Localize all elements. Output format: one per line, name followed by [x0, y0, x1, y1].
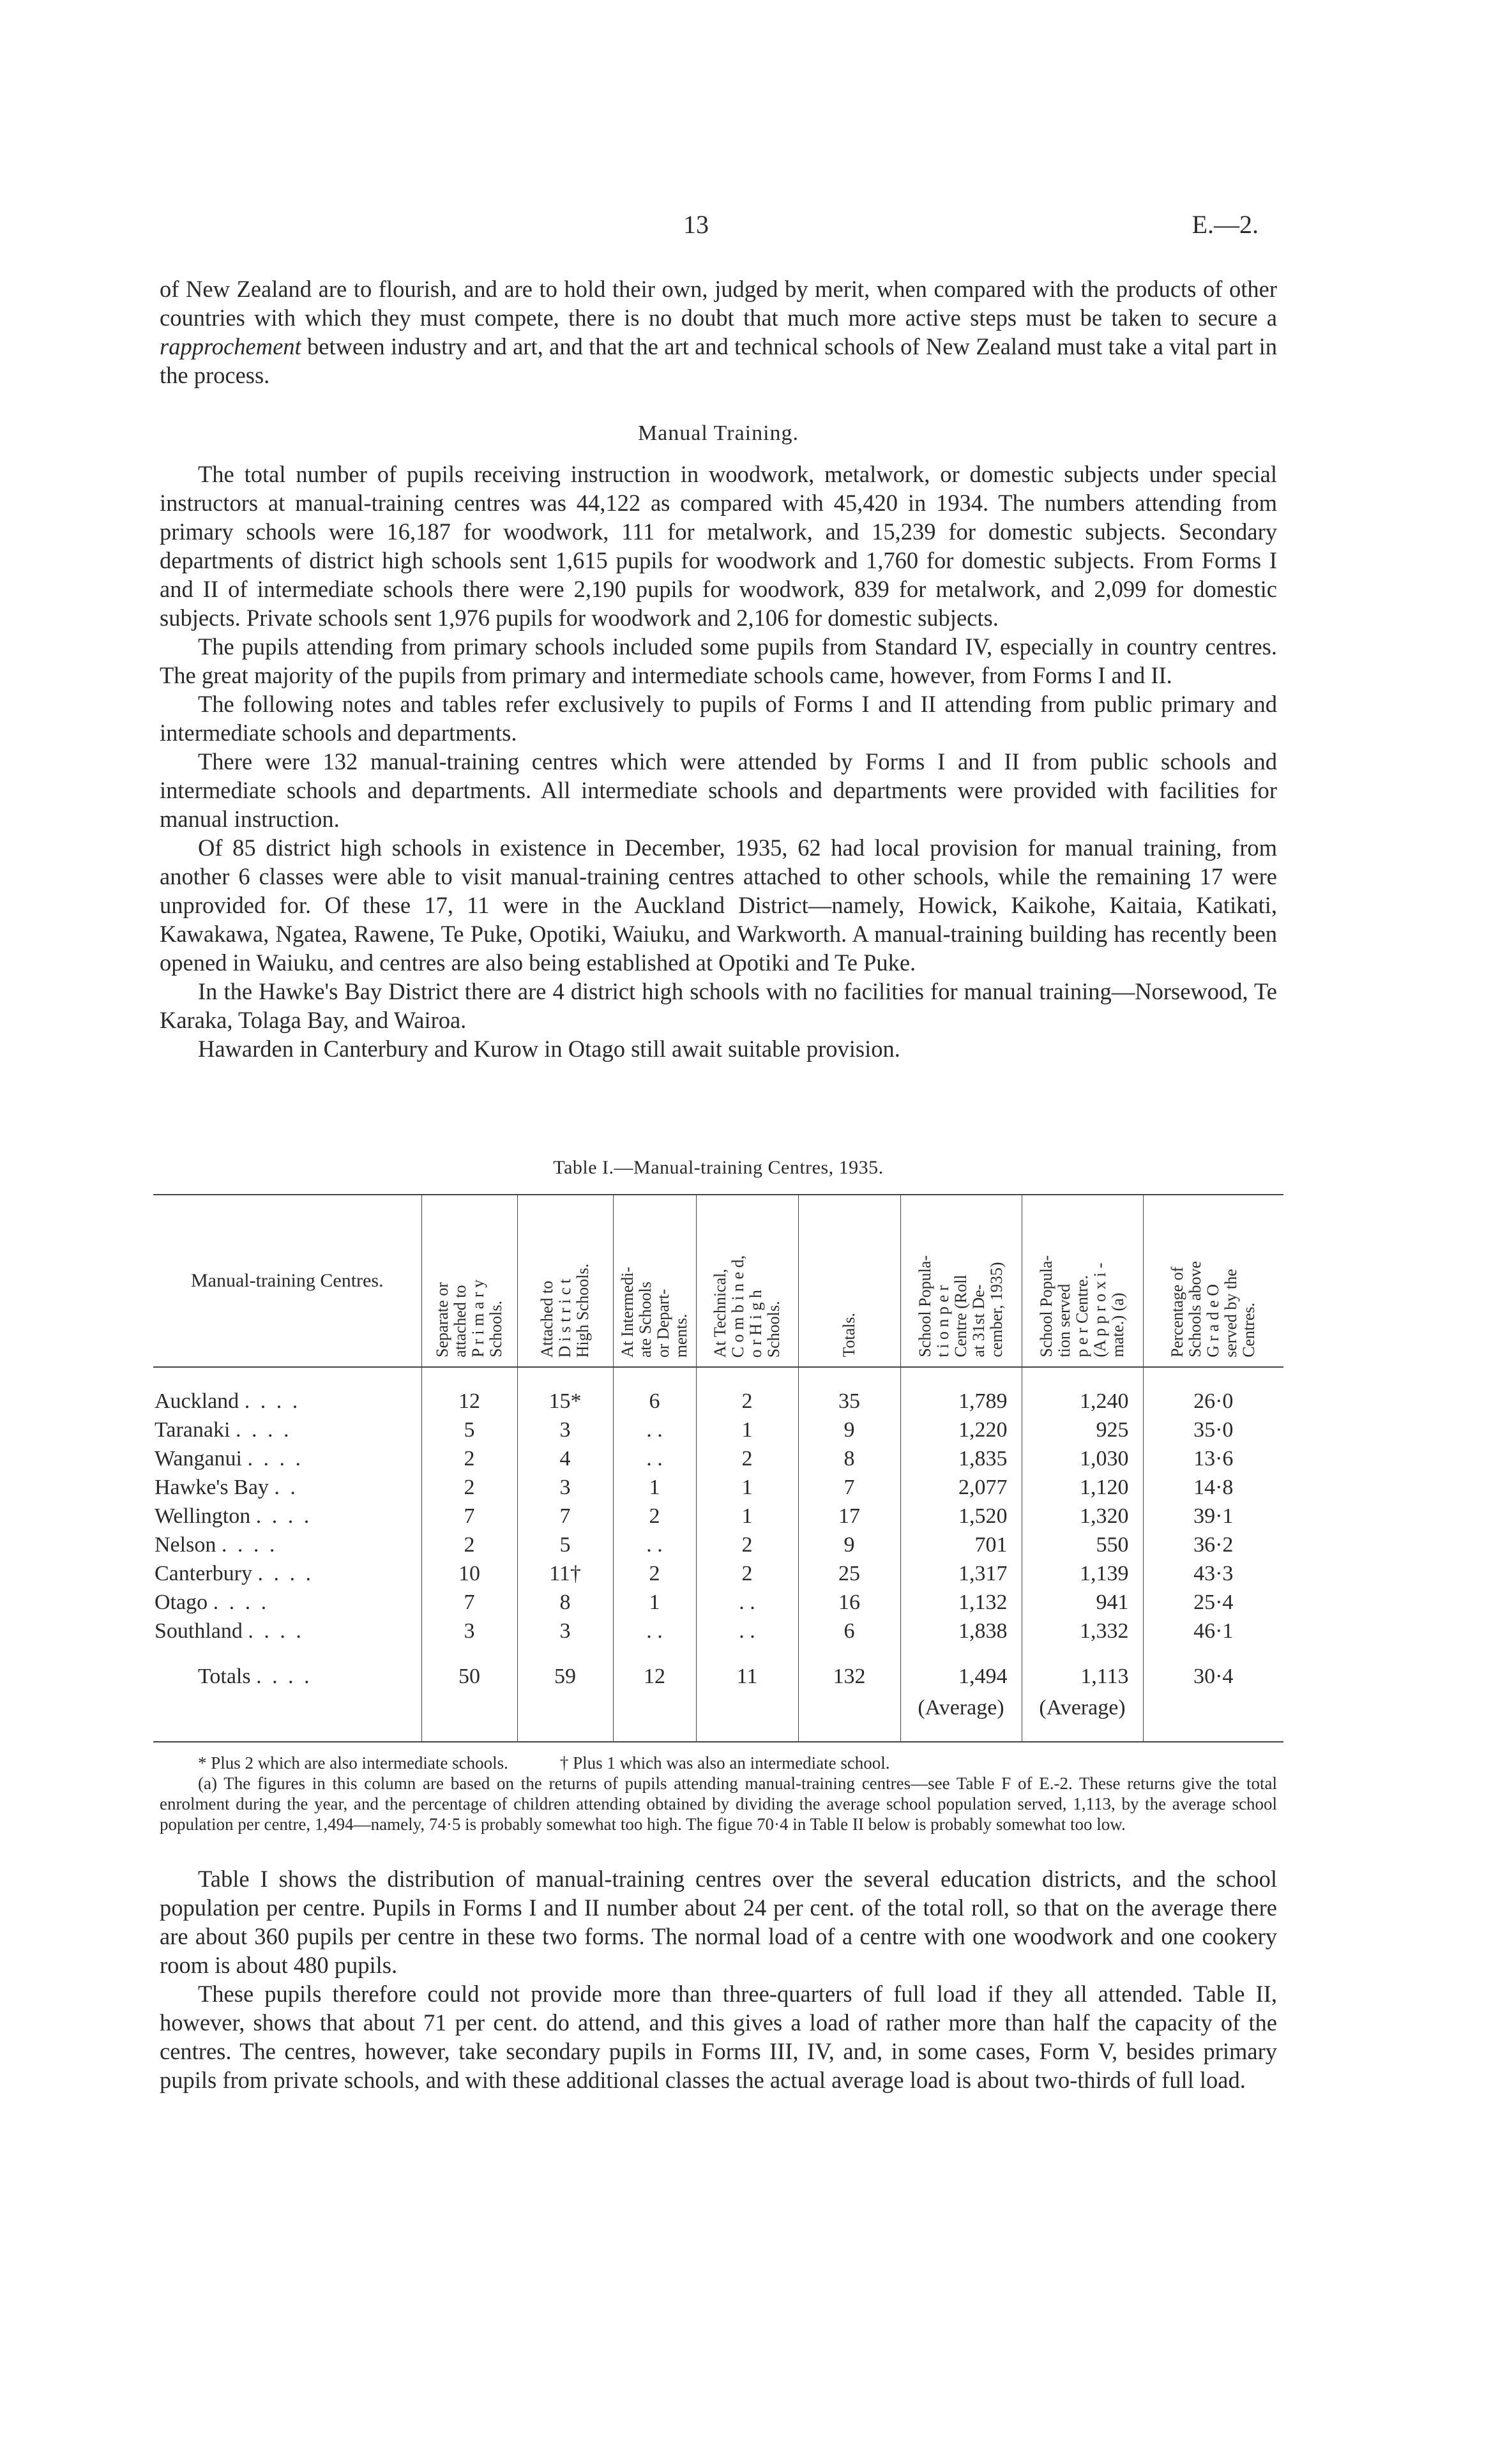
manual-training-text — [160, 460, 1277, 1063]
col-header-served: School Popula- tion served p e r Centre. (A p p r o x i - mate.) (a) — [1022, 1195, 1143, 1367]
paragraph: The total number of pupils receiving instruction in woodwork, metalwork, or domestic subjects under special instructors at manual-training centres was 44,122 as compared with 45,420 in 1934. The numbers attending from primary schools were 16,187 for woodwork, 111 for metalwork, and 15,239 for domestic subjects. Secondary departments of district high schools sent 1,615 pupils for woodwork and 1,760 for domestic subjects. From Forms I and II of intermediate schools there were 2,190 pupils for woodwork, 839 for metalwork, and 2,099 for domestic subjects. Private schools sent 1,976 pupils for woodwork and 2,106 for domestic subjects. — [160, 461, 1277, 631]
paragraph: The following notes and tables refer exclusively to pupils of Forms I and II attending from public primary and intermediate schools and departments. — [160, 691, 1277, 746]
paragraph: These pupils therefore could not provide more than three-quarters of full load if they all attended. Table II, however, shows that about 71 per cent. do attend, and this gives a load of rather more than half the capacity of the centres. The centres, however, take secondary pupils in Forms III, IV, and, in some cases, Form V, besides primary pupils from private schools, and with these additional classes the actual average load is about two-thirds of full load. — [160, 1981, 1277, 2093]
col-header-population: School Popula- t i o n p e r Centre (Roll at 31st De- cember, 1935) — [900, 1195, 1022, 1367]
table-title: Table I.—Manual-training Centres, 1935. — [553, 1157, 884, 1178]
intro-paragraph — [160, 275, 1277, 389]
col-header-district-high: Attached to D i s t r i c t High Schools. — [517, 1195, 613, 1367]
totals-average-row: (Average) (Average) — [153, 1693, 1283, 1742]
table-row: Hawke's Bay . . 2 3 1 1 7 2,077 1,120 14·8 — [153, 1473, 1283, 1502]
table-row: Wanganui . . . . 2 4 . . 2 8 1,835 1,030 13·6 — [153, 1444, 1283, 1473]
footnote-dagger: † Plus 1 which was also an intermediate school. — [559, 1753, 890, 1772]
table-row: Auckland . . . . 12 15* 6 2 35 1,789 1,240 26·0 — [153, 1367, 1283, 1416]
intro-emphasis: rapprochement — [160, 333, 301, 359]
col-header-totals: Totals. — [798, 1195, 900, 1367]
closing-text — [160, 1864, 1277, 2094]
table-row: Wellington . . . . 7 7 2 1 17 1,520 1,320 39·1 — [153, 1502, 1283, 1531]
col-header-percentage: Percentage of Schools above G r a d e O served by the Centres. — [1143, 1195, 1283, 1367]
table-row: Canterbury . . . . 10 11† 2 2 25 1,317 1,139 43·3 — [153, 1559, 1283, 1588]
intro-text-before: of New Zealand are to flourish, and are to hold their own, judged by merit, when compared with the products of other countries with which they must compete, there is no doubt that much more active steps must be taken to secure a — [160, 276, 1277, 331]
intro-text-after: between industry and art, and that the art and technical schools of New Zealand must take a vital part in the process. — [160, 333, 1277, 388]
page-number: 13 — [683, 210, 709, 239]
paragraph: Of 85 district high schools in existence in December, 1935, 62 had local provision for manual training, from another 6 classes were able to visit manual-training centres attached to other schools, while the remaining 17 were unprovided for. Of these 17, 11 were in the Auckland District—namely, Howick, Kaikohe, Kaitaia, Katikati, Kawakawa, Ngatea, Rawene, Te Puke, Opotiki, Waiuku, and Warkworth. A manual-training building has recently been opened in Waiuku, and centres are also being established at Opotiki and Te Puke. — [160, 835, 1277, 976]
col-header-intermediate: At Intermedi- ate Schools or Depart- ments. — [613, 1195, 696, 1367]
footnote-a: (a) The figures in this column are based on the returns of pupils attending manual-training centres—see Table F of E.-2. These returns give the total enrolment during the year, and the percentage of children attending obtained by dividing the average school population served, 1,113, by the average school population per centre, 1,494—namely, 74·5 is probably somewhat too high. The figue 70·4 in Table II below is probably somewhat too low. — [160, 1774, 1277, 1834]
document-code: E.—2. — [1192, 210, 1259, 239]
col-header-primary: Separate or attached to P r i m a r y Schools. — [421, 1195, 517, 1367]
table-row: Taranaki . . . . 5 3 . . 1 9 1,220 925 35·0 — [153, 1416, 1283, 1444]
intro-text — [160, 275, 1277, 389]
table-footnotes — [160, 1753, 1277, 1834]
manual-training-table — [153, 1194, 1283, 1742]
footnote-star: * Plus 2 which are also intermediate schools. † Plus 1 which was also an intermediate school. — [198, 1753, 890, 1772]
paragraph: There were 132 manual-training centres which were attended by Forms I and II from public schools and intermediate schools and departments. All intermediate schools and departments were provided with facilities for manual instruction. — [160, 748, 1277, 832]
paragraph: The pupils attending from primary schools included some pupils from Standard IV, especially in country centres. The great majority of the pupils from primary and intermediate schools came, however, from Forms I and II. — [160, 633, 1277, 688]
paragraph: Table I shows the distribution of manual-training centres over the several education districts, and the school population per centre. Pupils in Forms I and II number about 24 per cent. of the total roll, so that on the average there are about 360 pupils per centre in these two forms. The normal load of a centre with one woodwork and one cookery room is about 480 pupils. — [160, 1866, 1277, 1978]
table-row: Southland . . . . 3 3 . . . . 6 1,838 1,332 46·1 — [153, 1617, 1283, 1658]
table-row: Nelson . . . . 2 5 . . 2 9 701 550 36·2 — [153, 1531, 1283, 1559]
col-header-technical: At Technical, C o m b i n e d, o r H i g h Schools. — [696, 1195, 798, 1367]
col-header-centres: Manual-training Centres. — [190, 1270, 384, 1291]
totals-row: Totals . . . . 50 59 12 11 132 1,494 1,113 30·4 — [153, 1658, 1283, 1693]
table-row: Otago . . . . 7 8 1 . . 16 1,132 941 25·4 — [153, 1588, 1283, 1617]
paragraph: In the Hawke's Bay District there are 4 district high schools with no facilities for manual training—Norsewood, Te Karaka, Tolaga Bay, and Wairoa. — [160, 978, 1277, 1033]
section-heading: Manual Training. — [637, 421, 799, 445]
paragraph: Hawarden in Canterbury and Kurow in Otago still await suitable provision. — [198, 1036, 900, 1062]
table-header-row — [153, 1195, 1283, 1367]
